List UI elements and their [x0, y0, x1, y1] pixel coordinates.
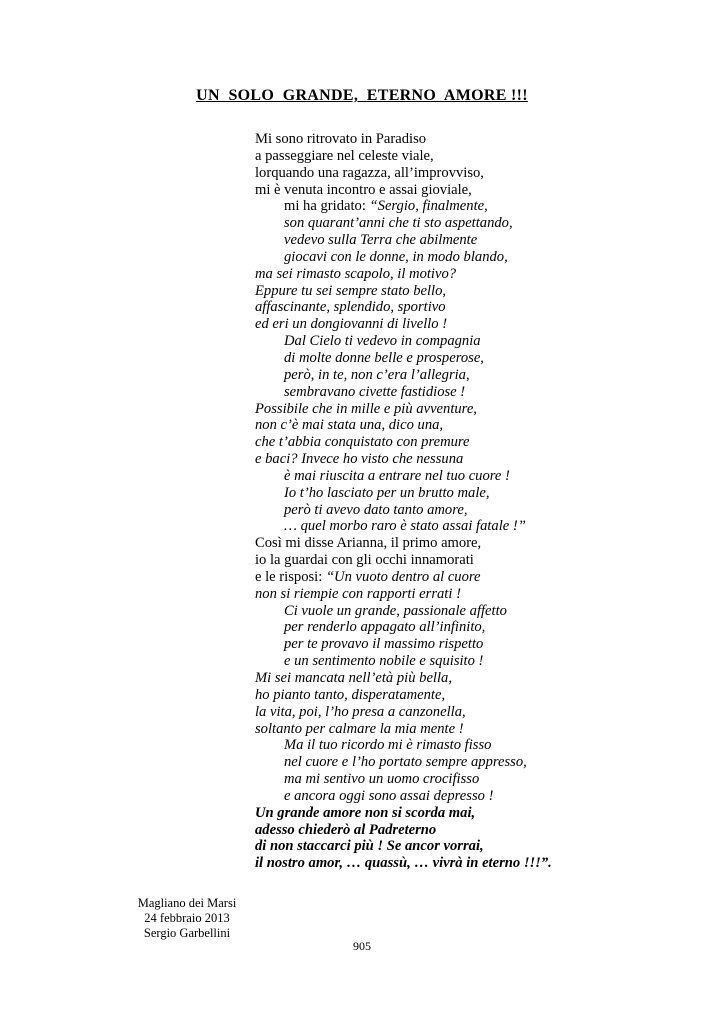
- poem-line: [255, 451, 695, 468]
- poem-line: [255, 434, 695, 451]
- poem-line-text: Mi sei mancata nell’età più bella,: [255, 670, 452, 686]
- poem-line: [255, 417, 695, 434]
- poem-line-text: che t’abbia conquistato con premure: [255, 434, 470, 451]
- poem-title: UN SOLO GRANDE, ETERNO AMORE !!!: [196, 87, 528, 104]
- poem-line-text: Mi sono ritrovato in Paradiso: [255, 131, 427, 147]
- poem-line-text: di molte donne belle e prosperose,: [284, 349, 484, 366]
- poem-line-text: soltanto per calmare la mia mente !: [255, 720, 464, 737]
- poem-line-text: e ancora oggi sono assai depresso !: [284, 787, 494, 804]
- poem-line: [255, 619, 695, 636]
- poem-line-text: e un sentimento nobile e squisito !: [284, 653, 484, 670]
- poem-line-text: e baci? Invece ho visto che nessuna: [255, 451, 464, 468]
- page-number: 905: [353, 939, 371, 953]
- signature-author: Sergio Garbellini: [143, 926, 231, 940]
- poem-line-text: mi è venuta incontro e assai gioviale,: [255, 181, 472, 198]
- signature-block: [120, 896, 254, 941]
- poem-line: [255, 350, 695, 367]
- poem-line: [255, 704, 695, 721]
- poem-line-text: Ci vuole un grande, passionale affetto: [284, 602, 507, 619]
- poem-line-text: ed eri un dongiovanni di livello !: [255, 316, 448, 333]
- poem-line: [255, 367, 695, 384]
- poem-line-text: “Un vuoto dentro al cuore: [325, 568, 481, 585]
- poem-line: [255, 838, 695, 855]
- poem-line-text: per renderlo appagato all’infinito,: [284, 619, 486, 636]
- poem-line: [255, 721, 695, 738]
- poem-line-text: ma mi sentivo un uomo crocifisso: [284, 771, 480, 788]
- poem-line-text: Un grande amore non si scorda mai,: [255, 804, 476, 821]
- poem-line: [255, 754, 695, 771]
- poem-line-text: Eppure tu sei sempre stato bello,: [255, 282, 447, 299]
- poem-line-text: nel cuore e l’ho portato sempre appresso,: [284, 754, 527, 771]
- poem-line-text: sembravano civette fastidiose !: [284, 383, 466, 400]
- poem-line: [255, 586, 695, 603]
- poem-line-text: Dal Cielo ti vedevo in compagnia: [284, 333, 481, 350]
- poem-line: [255, 636, 695, 653]
- poem-line: [255, 198, 695, 215]
- poem-line: [255, 822, 695, 839]
- poem-line-text: … quel morbo raro è stato assai fatale !”: [284, 518, 526, 535]
- poem-line-text: affascinante, splendido, sportivo: [255, 299, 446, 316]
- poem-line: [255, 131, 695, 148]
- poem-line-text: non si riempie con rapporti errati !: [255, 585, 461, 602]
- poem-line: [255, 401, 695, 418]
- poem-line: [255, 771, 695, 788]
- signature-place: Magliano dei Marsi: [137, 896, 237, 910]
- poem-line: [255, 249, 695, 266]
- poem-line: [255, 518, 695, 535]
- poem-line: [255, 653, 695, 670]
- poem-line: [255, 855, 695, 872]
- poem-line: [255, 603, 695, 620]
- poem-line: [255, 215, 695, 232]
- poem-line-text: di non staccarci più ! Se ancor vorrai,: [255, 838, 484, 855]
- poem-line: [255, 468, 695, 485]
- poem-line-text: lorquando una ragazza, all’improvviso,: [255, 164, 484, 181]
- poem-line-text: a passeggiare nel celeste viale,: [255, 147, 434, 164]
- poem-line: [255, 670, 695, 687]
- poem-line-text: son quarant’anni che ti sto aspettando,: [284, 215, 513, 232]
- poem-line-text: il nostro amor, … quassù, … vivrà in eterno !!!”.: [255, 855, 552, 872]
- signature-date: 24 febbraio 2013: [144, 911, 230, 925]
- poem-line: [255, 552, 695, 569]
- poem-line-text: Così mi disse Arianna, il primo amore,: [255, 535, 482, 552]
- poem-line: [255, 182, 695, 199]
- poem-line: [255, 232, 695, 249]
- poem-line-text: per te provavo il massimo rispetto: [284, 636, 484, 653]
- poem-line: [255, 266, 695, 283]
- poem-line: [255, 283, 695, 300]
- poem-line: [255, 316, 695, 333]
- poem-line-text: non c’è mai stata una, dico una,: [255, 417, 444, 434]
- poem-line-text: vedevo sulla Terra che abilmente: [284, 232, 478, 249]
- poem-line: [255, 148, 695, 165]
- poem-line-text: giocavi con le donne, in modo blando,: [284, 248, 508, 265]
- poem-line: [255, 569, 695, 586]
- poem-line: [255, 299, 695, 316]
- poem-line-text: Possibile che in mille e più avventure,: [255, 400, 477, 417]
- poem-line: [255, 535, 695, 552]
- poem-line: [255, 805, 695, 822]
- poem-line: [255, 384, 695, 401]
- poem-line-text: però ti avevo dato tanto amore,: [284, 501, 468, 518]
- poem-line-text: e le risposi:: [255, 568, 326, 585]
- poem-line: [255, 502, 695, 519]
- poem-line-text: adesso chiederò al Padreterno: [255, 821, 437, 838]
- poem-line-text: è mai riuscita a entrare nel tuo cuore !: [284, 467, 510, 484]
- poem-line: [255, 165, 695, 182]
- poem-line-text: Ma il tuo ricordo mi è rimasto fisso: [284, 737, 492, 754]
- poem-line-text: ho pianto tanto, disperatamente,: [255, 686, 446, 703]
- poem-line-text: la vita, poi, l’ho presa a canzonella,: [255, 703, 466, 720]
- poem-line: [255, 333, 695, 350]
- poem-line-text: mi ha gridato:: [284, 198, 370, 215]
- poem-line-text: però, in te, non c’era l’allegria,: [284, 366, 470, 383]
- poem-line: [255, 788, 695, 805]
- poem-line-text: io la guardai con gli occhi innamorati: [255, 552, 474, 569]
- poem-line: [255, 485, 695, 502]
- poem-line-text: ma sei rimasto scapolo, il motivo?: [255, 265, 457, 282]
- poem-body: [255, 131, 695, 872]
- poem-line-text: “Sergio, finalmente,: [369, 198, 488, 215]
- poem-line: [255, 687, 695, 704]
- poem-line-text: Io t’ho lasciato per un brutto male,: [284, 484, 490, 501]
- poem-line: [255, 737, 695, 754]
